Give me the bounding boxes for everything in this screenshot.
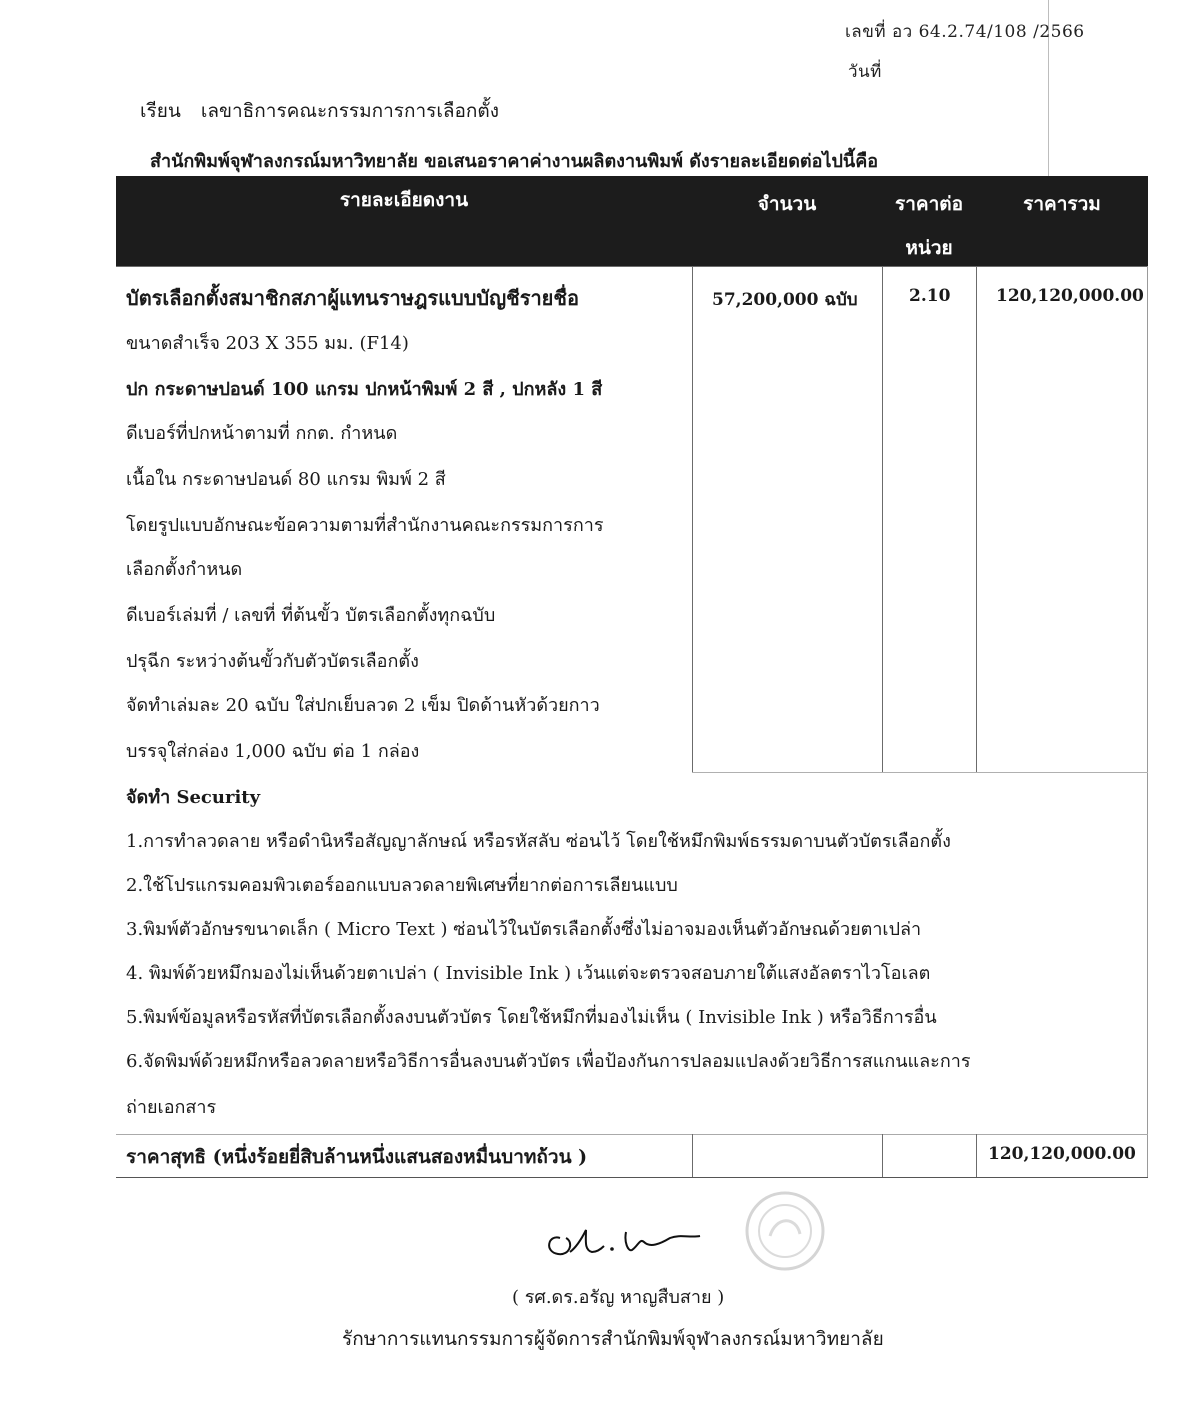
security-line: 2.ใช้โปรแกรมคอมพิวเตอร์ออกแบบลวดลายพิเศษที่ยากต่อการเลียนแบบ <box>126 875 678 896</box>
signer-name: ( รศ.ดร.อรัญ หาญสืบสาย ) <box>512 1287 725 1308</box>
table-header-row <box>116 176 1148 266</box>
spec-line: ขนาดสำเร็จ 203 X 355 มม. (F14) <box>126 333 409 354</box>
net-price-label: ราคาสุทธิ (หนึ่งร้อยยี่สิบล้านหนึ่งแสนสองหมื่นบาทถ้วน ) <box>126 1146 588 1168</box>
salutation-label: เรียน <box>140 100 181 122</box>
official-stamp <box>740 1186 830 1276</box>
security-heading: จัดทำ Security <box>126 787 261 808</box>
salutation <box>140 96 499 126</box>
spec-line: ดีเบอร์เล่มที่ / เลขที่ ที่ต้นขั้ว บัตรเลือกตั้งทุกฉบับ <box>126 605 496 626</box>
column-divider <box>692 1134 693 1178</box>
divider <box>692 772 1148 773</box>
item-total-price: 120,120,000.00 <box>996 286 1144 306</box>
item-title: บัตรเลือกตั้งสมาชิกสภาผู้แทนราษฎรแบบบัญชีรายชื่อ <box>126 286 579 310</box>
quotation-table <box>116 176 1148 1178</box>
header-quantity: จำนวน <box>757 193 817 215</box>
security-line: 1.การทำลวดลาย หรือดำนิหรือสัญญาลักษณ์ หรือรหัสลับ ซ่อนไว้ โดยใช้หมึกพิมพ์ธรรมดาบนตัวบัตรเลือกตั้ง <box>126 831 951 852</box>
spec-line: โดยรูปแบบอักษณะข้อความตามที่สำนักงานคณะกรรมการการ <box>126 515 604 536</box>
document-number: เลขที่ อว 64.2.74/108 /2566 <box>845 22 1085 42</box>
column-divider <box>976 266 977 772</box>
spec-line: บรรจุใส่กล่อง 1,000 ฉบับ ต่อ 1 กล่อง <box>126 741 420 762</box>
signer-title: รักษาการแทนกรรมการผู้จัดการสำนักพิมพ์จุฬาลงกรณ์มหาวิทยาลัย <box>342 1328 884 1350</box>
document-date-label: วันที่ <box>848 62 882 82</box>
table-bottom-border <box>116 1177 1148 1178</box>
spec-line: เนื้อใน กระดาษปอนด์ 80 แกรม พิมพ์ 2 สี <box>126 469 446 490</box>
item-unit-price: 2.10 <box>909 286 951 306</box>
header-description: รายละเอียดงาน <box>339 189 469 211</box>
security-line: 3.พิมพ์ตัวอักษรขนาดเล็ก ( Micro Text ) ซ่อนไว้ในบัตรเลือกตั้งซึ่งไม่อาจมองเห็นตัวอักษณด้วยตาเปล่า <box>126 919 922 940</box>
spec-line-text: ปก กระดาษปอนด์ 100 แกรม ปกหน้าพิมพ์ 2 สี , ปกหลัง 1 สี <box>126 379 603 400</box>
spec-line: เลือกตั้งกำหนด <box>126 559 243 580</box>
handwritten-signature <box>540 1216 720 1266</box>
item-quantity: 57,200,000 ฉบับ <box>712 290 858 310</box>
spec-line: ดีเบอร์ที่ปกหน้าตามที่ กกต. กำหนด <box>126 423 398 444</box>
spec-line <box>126 374 602 403</box>
header-total: ราคารวม <box>1023 193 1101 215</box>
spec-line: จัดทำเล่มละ 20 ฉบับ ใส่ปกเย็บลวด 2 เข็ม ปิดด้านหัวด้วยกาว <box>126 695 600 716</box>
column-divider <box>692 266 693 772</box>
header-unit-price <box>882 182 976 270</box>
net-price-total: 120,120,000.00 <box>988 1144 1136 1164</box>
divider <box>116 266 1148 267</box>
salutation-recipient: เลขาธิการคณะกรรมการการเลือกตั้ง <box>200 100 500 122</box>
column-divider <box>882 1134 883 1178</box>
column-divider <box>882 266 883 772</box>
spec-line: ปรุฉีก ระหว่างต้นขั้วกับตัวบัตรเลือกตั้ง <box>126 651 419 672</box>
header-unit-price-line2: หน่วย <box>905 237 953 259</box>
header-unit-price-line1: ราคาต่อ <box>894 193 963 215</box>
security-line: ถ่ายเอกสาร <box>126 1097 217 1118</box>
security-line: 6.จัดพิมพ์ด้วยหมึกหรือลวดลายหรือวิธีการอื่นลงบนตัวบัตร เพื่อป้องกันการปลอมแปลงด้วยวิธีการสแกนและการ <box>126 1051 971 1072</box>
column-divider <box>976 1134 977 1178</box>
divider <box>116 1134 1148 1135</box>
security-line: 5.พิมพ์ข้อมูลหรือรหัสที่บัตรเลือกตั้งลงบนตัวบัตร โดยใช้หมึกที่มองไม่เห็น ( Invisible Ink ) หรือวิธีการอื่น <box>126 1007 937 1028</box>
table-right-border <box>1147 266 1148 1178</box>
intro-paragraph: สำนักพิมพ์จุฬาลงกรณ์มหาวิทยาลัย ขอเสนอราคาค่างานผลิตงานพิมพ์ ดังรายละเอียดต่อไปนี้คือ <box>150 151 879 172</box>
security-line: 4. พิมพ์ด้วยหมึกมองไม่เห็นด้วยตาเปล่า ( Invisible Ink ) เว้นแต่จะตรวจสอบภายใต้แสงอัลตราไวโอเลต <box>126 963 931 984</box>
